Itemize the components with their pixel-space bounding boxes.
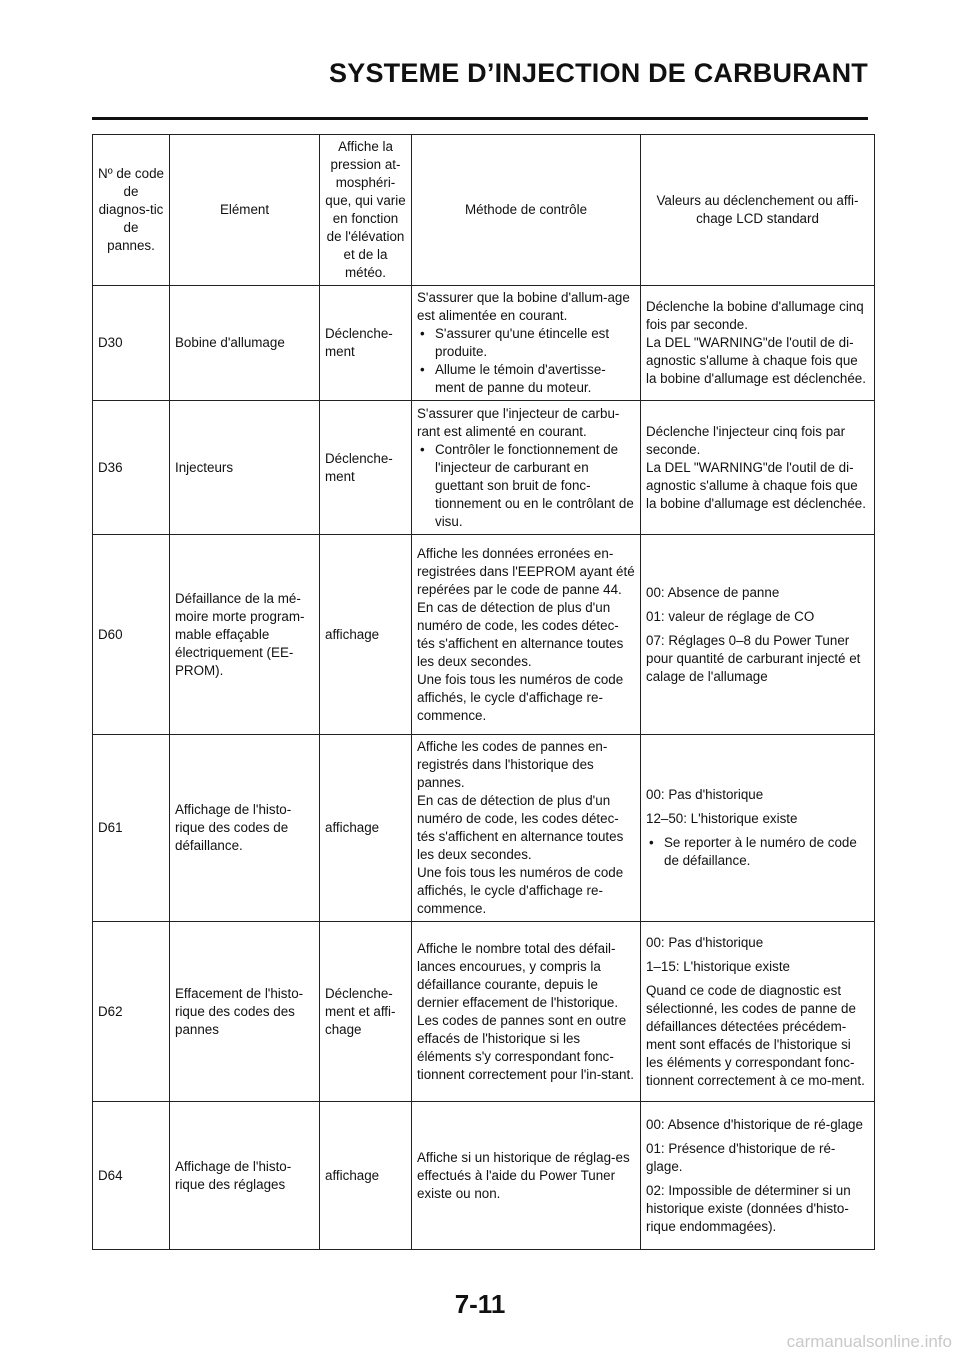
cell-method: [412, 286, 641, 401]
code-label: D36: [98, 459, 123, 475]
value-line: 1–15: L'historique existe: [646, 958, 790, 974]
action-label: affichage: [325, 1167, 380, 1183]
cell-values: [641, 1102, 875, 1250]
cell-values: [641, 535, 875, 735]
cell-values: [641, 922, 875, 1102]
cell-code: [93, 535, 170, 735]
method-text: Affiche les codes de pannes en-registrés dans l'historique des pannes. En cas de détection de plus d'un numéro de code, les codes détec-tés s'affichent en alternance toutes les deux secondes. Une fois tous les numéros de code affichés, le cycle d'affichage re-commence.: [417, 739, 624, 916]
page-title: SYSTEME D’INJECTION DE CARBURANT: [329, 58, 868, 88]
header-method: Méthode de contrôle: [412, 135, 641, 286]
value-line: 01: Présence d'historique de ré-glage.: [646, 1140, 836, 1174]
value-line: 02: Impossible de déterminer si un historique existe (données d'histo-rique endommagées).: [646, 1182, 851, 1234]
method-text: Affiche le nombre total des défail-lances encourues, y compris la défaillance courante, depuis le dernier effacement de l'historique. Les codes de pannes sont en outre effacés de l'historique si les éléments s'y correspondant fonc-tionnent correctement pour l'in-stant.: [417, 940, 634, 1082]
value-bullet: • Se reporter à le numéro de code de défaillance.: [646, 834, 869, 870]
page-number: 7-11: [454, 1289, 506, 1319]
table-row: [93, 922, 875, 1102]
code-label: D30: [98, 335, 123, 350]
cell-code: [93, 401, 170, 535]
element-label: Bobine d'allumage: [175, 335, 285, 350]
value-line: 00: Pas d'historique: [646, 787, 764, 802]
cell-element: [170, 735, 320, 922]
table-row: [93, 535, 875, 735]
element-label: Injecteurs: [175, 459, 234, 475]
cell-action: [320, 401, 412, 535]
cell-element: [170, 1102, 320, 1250]
code-label: D64: [98, 1167, 123, 1183]
cell-action: [320, 535, 412, 735]
cell-method: [412, 735, 641, 922]
header-pressure: Affiche la pression at-mosphéri-que, qui varie en fonction de l'élévation et de la météo.: [320, 135, 412, 286]
method-bullet: • Allume le témoin d'avertisse-ment de panne du moteur.: [417, 361, 635, 397]
cell-element: [170, 922, 320, 1102]
cell-values: [641, 286, 875, 401]
value-line: 00: Absence d'historique de ré-glage: [646, 1116, 863, 1132]
element-label: Affichage de l'histo-rique des codes de défaillance.: [175, 802, 292, 853]
action-label: affichage: [325, 626, 380, 642]
cell-action: [320, 286, 412, 401]
cell-action: [320, 1102, 412, 1250]
diagnostic-table: [92, 134, 875, 1250]
cell-element: [170, 286, 320, 401]
method-bullet-list: [417, 325, 635, 397]
cell-element: [170, 535, 320, 735]
action-label: Déclenche-ment et affi-chage: [325, 985, 396, 1037]
method-text: S'assurer que la bobine d'allum-age est alimentée en courant.: [417, 290, 630, 323]
table-header-row: [93, 135, 875, 286]
cell-action: [320, 735, 412, 922]
code-label: D60: [98, 626, 123, 642]
method-text: Affiche si un historique de réglag-es effectués à l'aide du Power Tuner existe ou non.: [417, 1149, 630, 1201]
value-line: 12–50: L'historique existe: [646, 811, 798, 826]
cell-code: [93, 286, 170, 401]
header-rule: [92, 117, 868, 120]
action-label: Déclenche-ment: [325, 326, 393, 359]
value-line: 07: Réglages 0–8 du Power Tuner pour quantité de carburant injecté et calage de l'allumage: [646, 632, 861, 684]
table-row: [93, 401, 875, 535]
element-label: Affichage de l'histo-rique des réglages: [175, 1158, 292, 1192]
method-bullet: • S'assurer qu'une étincelle est produite.: [417, 325, 635, 361]
table-row: [93, 286, 875, 401]
cell-code: [93, 922, 170, 1102]
header-values: Valeurs au déclenchement ou affi-chage LCD standard: [641, 135, 875, 286]
cell-method: [412, 401, 641, 535]
method-text: S'assurer que l'injecteur de carbu-rant est alimenté en courant.: [417, 405, 620, 439]
cell-action: [320, 922, 412, 1102]
cell-method: [412, 1102, 641, 1250]
cell-element: [170, 401, 320, 535]
header-code: Nº de code de diagnos-tic de pannes.: [93, 135, 170, 286]
cell-code: [93, 1102, 170, 1250]
value-line: Déclenche l'injecteur cinq fois par seconde. La DEL "WARNING"de l'outil de di-agnostic s'allume à chaque fois que la bobine d'allumage est déclenchée.: [646, 423, 866, 511]
value-line: 00: Absence de panne: [646, 584, 780, 600]
element-label: Défaillance de la mé-moire morte program-mable effaçable électriquement (EE-PROM).: [175, 590, 305, 678]
values-bullet-list: [646, 834, 869, 870]
value-line: 00: Pas d'historique: [646, 934, 764, 950]
cell-method: [412, 922, 641, 1102]
element-label: Effacement de l'histo-rique des codes des pannes: [175, 985, 304, 1037]
method-text: Affiche les données erronées en-registrées dans l'EEPROM ayant été repérées par le code de panne 44. En cas de détection de plus d'un numéro de code, les codes détec-tés s'affichent en alternance toutes les deux secondes. Une fois tous les numéros de code affichés, le cycle d'affichage re-commence.: [417, 545, 635, 723]
table-row: [93, 1102, 875, 1250]
value-line: Quand ce code de diagnostic est sélectionné, les codes de panne de défaillances détectées précédem-ment sont effacés de l'historique si les éléments y correspondant fonc-tionnent correctement à ce mo-ment.: [646, 982, 865, 1088]
cell-code: [93, 735, 170, 922]
method-bullet-list: [417, 441, 635, 531]
watermark: carmanualsonline.info: [786, 1332, 952, 1351]
value-line: 01: valeur de réglage de CO: [646, 608, 815, 624]
action-label: Déclenche-ment: [325, 450, 393, 484]
code-label: D62: [98, 1003, 123, 1019]
code-label: D61: [98, 820, 123, 835]
action-label: affichage: [325, 820, 380, 835]
value-line: Déclenche la bobine d'allumage cinq fois par seconde. La DEL "WARNING"de l'outil de di-agnostic s'allume à chaque fois que la bobine d'allumage est déclenchée.: [646, 299, 866, 386]
cell-values: [641, 735, 875, 922]
cell-values: [641, 401, 875, 535]
table-row: [93, 735, 875, 922]
method-bullet: • Contrôler le fonctionnement de l'injecteur de carburant en guettant son bruit de fonc-tionnement ou en le contrôlant de visu.: [417, 441, 635, 531]
cell-method: [412, 535, 641, 735]
header-element: Elément: [170, 135, 320, 286]
